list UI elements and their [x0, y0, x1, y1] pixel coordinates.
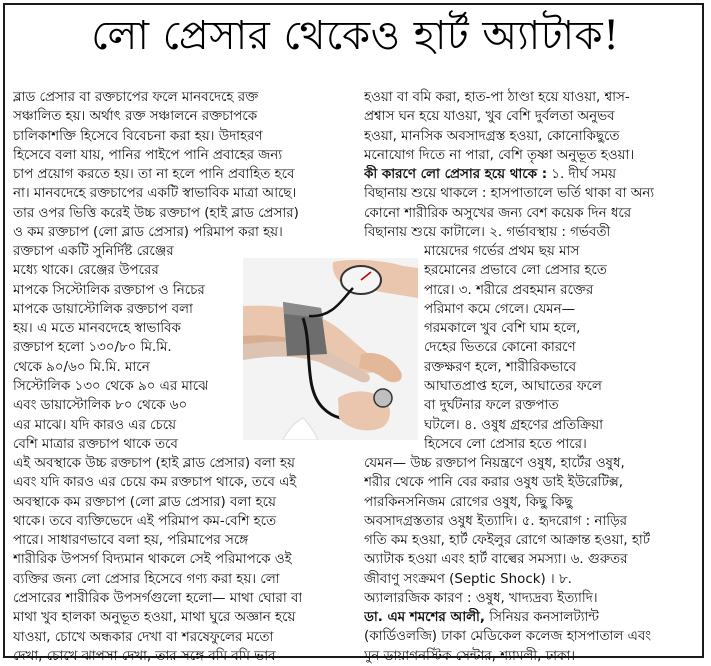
body-text-line: চাপ প্রয়োগ করতে হয়। তা না হলে পানি প্রবাহিত হবে	[13, 167, 295, 183]
body-text-line: প্রেসারের শারীরিক উপসর্গগুলো হলো— মাথা ঘোরা বা	[13, 591, 303, 607]
body-text-line: অ্যাটাক হওয়া এবং হার্ট বাল্বের সমস্যা। ৬. গুরুতর	[364, 552, 628, 568]
body-text-line: পারে। ৩. শরীরে প্রবহমান রক্তের	[424, 282, 594, 298]
body-text-line: দেহের ভিতরে কোনো কারণে	[424, 340, 576, 356]
body-text-line: এই অবস্থাকে উচ্চ রক্তচাপ (হাই ব্লাড প্রেসার) বলা হয়	[13, 456, 295, 471]
body-text-line: থেকে ৯০/৬০ মি.মি. মানে	[13, 359, 150, 375]
author-title: সিনিয়র কনসালট্যান্ট	[484, 610, 599, 625]
body-text-line: হিসেবে লো প্রেসার হতে পারে।	[424, 436, 587, 452]
body-text-line: বা দুর্ঘটনার ফলে রক্তপাত	[424, 398, 559, 414]
left-column-top	[13, 88, 299, 242]
body-text-line: পারে। সাধারণভাবে বলা হয়, পরিমাপের সঙ্গে	[13, 533, 249, 549]
body-text-line: তার ওপর ভিত্তি করেই উচ্চ রক্তচাপ (হাই ব্লাড প্রেসার)	[13, 205, 299, 221]
author-name: ডা. এম শমশের আলী,	[364, 610, 485, 625]
body-text-line: মাপকে সিস্টোলিক রক্তচাপ ও নিচের	[13, 282, 205, 298]
body-text-line: গতি কম হওয়া, হার্ট ফেইলুর রোগে আক্রান্ত হওয়া, হার্ট	[364, 533, 651, 549]
author-line	[364, 608, 651, 627]
body-text-line: সঞ্চালিত হয়। অর্থাৎ রক্ত সঞ্চালনে রক্তচাপকে	[13, 109, 258, 125]
body-text-line: রক্তচাপ হলো ১৩০/৮০ মি.মি.	[13, 340, 172, 356]
body-text-line: শারীরিক উপসর্গ বিদ্যমান থাকলে সেই পরিমাপকে ওই	[13, 552, 292, 568]
body-text-line: পরিমাণ কমে গেলে। যেমন—	[424, 301, 575, 317]
body-text-line: হওয়া বা বমি করা, হাত-পা ঠাণ্ডা হয়ে যাওয়া, শ্বাস-	[364, 90, 630, 105]
blood-pressure-measurement-photo	[243, 258, 418, 440]
body-text-line: হয়। এ মতে মানবদেহে স্বাভাবিক	[13, 321, 181, 337]
body-text-line: বিছানায় শুয়ে থাকলে : হাসপাতালে ভর্তি থাকা বা অন্য	[364, 186, 655, 202]
body-text-line: বিছানায় শুয়ে কাটালে। ২. গর্ভাবস্থায় : গর্ভবতী	[364, 224, 611, 240]
body-text-line: মাপকে ডায়াস্টোলিক রক্তচাপ বলা	[13, 301, 193, 317]
body-text-line: না। মানবদেহে রক্তচাপের একটি স্বাভাবিক মাত্রা আছে।	[13, 186, 297, 202]
author-block	[364, 608, 651, 666]
body-text-line: অবস্থাকে কম রক্তচাপ (লো ব্লাড প্রেসার) বলা হয়ে	[13, 494, 276, 510]
right-column-bottom	[364, 454, 650, 608]
body-text-line: হিসেবে বলা যায়, পানির পাইপে পানি প্রবাহের জন্য	[13, 147, 283, 163]
body-text-line: যাওয়া, চোখে অন্ধকার দেখা বা শরষেফুলের মতো	[13, 629, 274, 645]
body-text-line: ও কম রক্তচাপ (লো ব্লাড প্রেসার) পরিমাপ করা হয়।	[13, 225, 283, 241]
body-text-line: মায়েদের গর্ভের প্রথম ছয় মাস	[424, 244, 580, 259]
body-text-line: ঘটলে। ৪. ওষুধ গ্রহণের প্রতিক্রিয়া	[424, 417, 604, 433]
body-text-line: ব্যক্তির জন্য লো প্রেসার হিসেবে গণ্য করা হয়। লো	[13, 571, 280, 587]
body-text-line: এবং যদি কারও এর চেয়ে কম রক্তচাপ থাকে, তবে এই	[13, 475, 297, 491]
author-text-line: মুন ডায়াগনস্টিক সেন্টার, শ্যামলী, ঢাকা।	[364, 648, 576, 664]
body-text-line: কোনো শারীরিক অসুখের জন্য বেশ কয়েক দিন ধরে	[364, 205, 632, 221]
stethoscope-chestpiece-icon	[374, 389, 392, 407]
body-text-line: গরমকালে খুব বেশি ঘাম হলে,	[424, 321, 581, 337]
body-text-line: দেখা, চোখে ঝাপসা দেখা, তার সঙ্গে বমি বমি ভাব	[13, 648, 276, 664]
body-text-line: হওয়া, মানসিক অবসাদগ্রস্ত হওয়া, কোনোকিছুতে	[364, 128, 620, 144]
left-column-bottom	[13, 454, 302, 666]
right-column-causes	[364, 165, 654, 242]
body-text-line: সিস্টোলিক ১৩০ থেকে ৯০ এর মাঝে	[13, 379, 209, 395]
headline: লো প্রেসার থেকেও হার্ট অ্যাটাক!	[91, 13, 620, 59]
body-text-line: হরমোনের প্রভাবে লো প্রেসার হতে	[424, 263, 607, 279]
author-text-line: (কার্ডিওলজি) ঢাকা মেডিকেল কলেজ হাসপাতাল এবং	[364, 629, 652, 645]
right-column-top	[364, 88, 634, 165]
body-text-line: অ্যালারজিক কারণ : ওষুধ, খাদ্যদ্রব্য ইত্যাদি।	[364, 591, 598, 607]
causes-first-line-rest: ১. দীর্ঘ সময়	[547, 167, 617, 182]
body-text-line: এর মাঝে। যদি কারও এর চেয়ে	[13, 417, 176, 433]
body-text-line: মধ্যে থাকে। রেঞ্জের উপরের	[13, 263, 159, 279]
body-text-line: শরীর থেকে পানি বের করার ওষুধ ডাই ইউরেটিক্স,	[364, 475, 623, 491]
photo-illustration	[243, 258, 418, 440]
body-text-line: পারকিনসনিজম রোগের ওষুধ, কিছু কিছু	[364, 494, 573, 510]
causes-heading: কী কারণে লো প্রেসার হয়ে থাকে :	[364, 167, 548, 182]
body-text-line: প্রশ্বাস ঘন হয়ে যাওয়া, খুব বেশি দুর্বলতা অনুভব	[364, 109, 615, 125]
body-text-line: মাথা খুব হালকা অনুভূত হওয়া, মাথা ঘুরে অজ্ঞান হয়ে	[13, 610, 296, 626]
body-text-line: চালিকাশক্তি হিসেবে বিবেচনা করা হয়। উদাহরণ	[13, 128, 263, 144]
causes-heading-line	[364, 165, 654, 184]
body-text-line: এবং ডায়াস্টোলিক ৮০ থেকে ৬০	[13, 398, 188, 414]
body-text-line: বেশি মাত্রার রক্তচাপ থাকে তবে	[13, 436, 178, 452]
body-text-line: জীবাণু সংক্রমণ (Septic Shock) । ৮.	[364, 571, 572, 587]
left-column-wrap	[13, 242, 208, 454]
body-text-line: রক্তক্ষরণ হলে, শারীরিকভাবে	[424, 359, 577, 375]
body-text-line: আঘাতপ্রাপ্ত হলে, আঘাতের ফলে	[424, 379, 602, 395]
right-column-wrap	[424, 242, 607, 454]
body-text-line: রক্তচাপ একটি সুনির্দিষ্ট রেঞ্জের	[13, 244, 174, 259]
body-text-line: ব্লাড প্রেসার বা রক্তচাপের ফলে মানবদেহে রক্ত	[13, 90, 259, 105]
body-text-line: অবসাদগ্রস্ততার ওষুধ ইত্যাদি। ৫. হৃদরোগ : নাড়ির	[364, 513, 628, 529]
body-text-line: যেমন— উচ্চ রক্তচাপ নিয়ন্ত্রণে ওষুধ, হার্টের ওষুধ,	[364, 456, 625, 471]
body-text-line: থাকে। তবে ব্যক্তিভেদে এই পরিমাপ কম-বেশি হতে	[13, 513, 277, 529]
body-text-line: মনোযোগ দিতে না পারা, বেশি তৃষ্ণা অনুভূত হওয়া।	[364, 147, 635, 163]
